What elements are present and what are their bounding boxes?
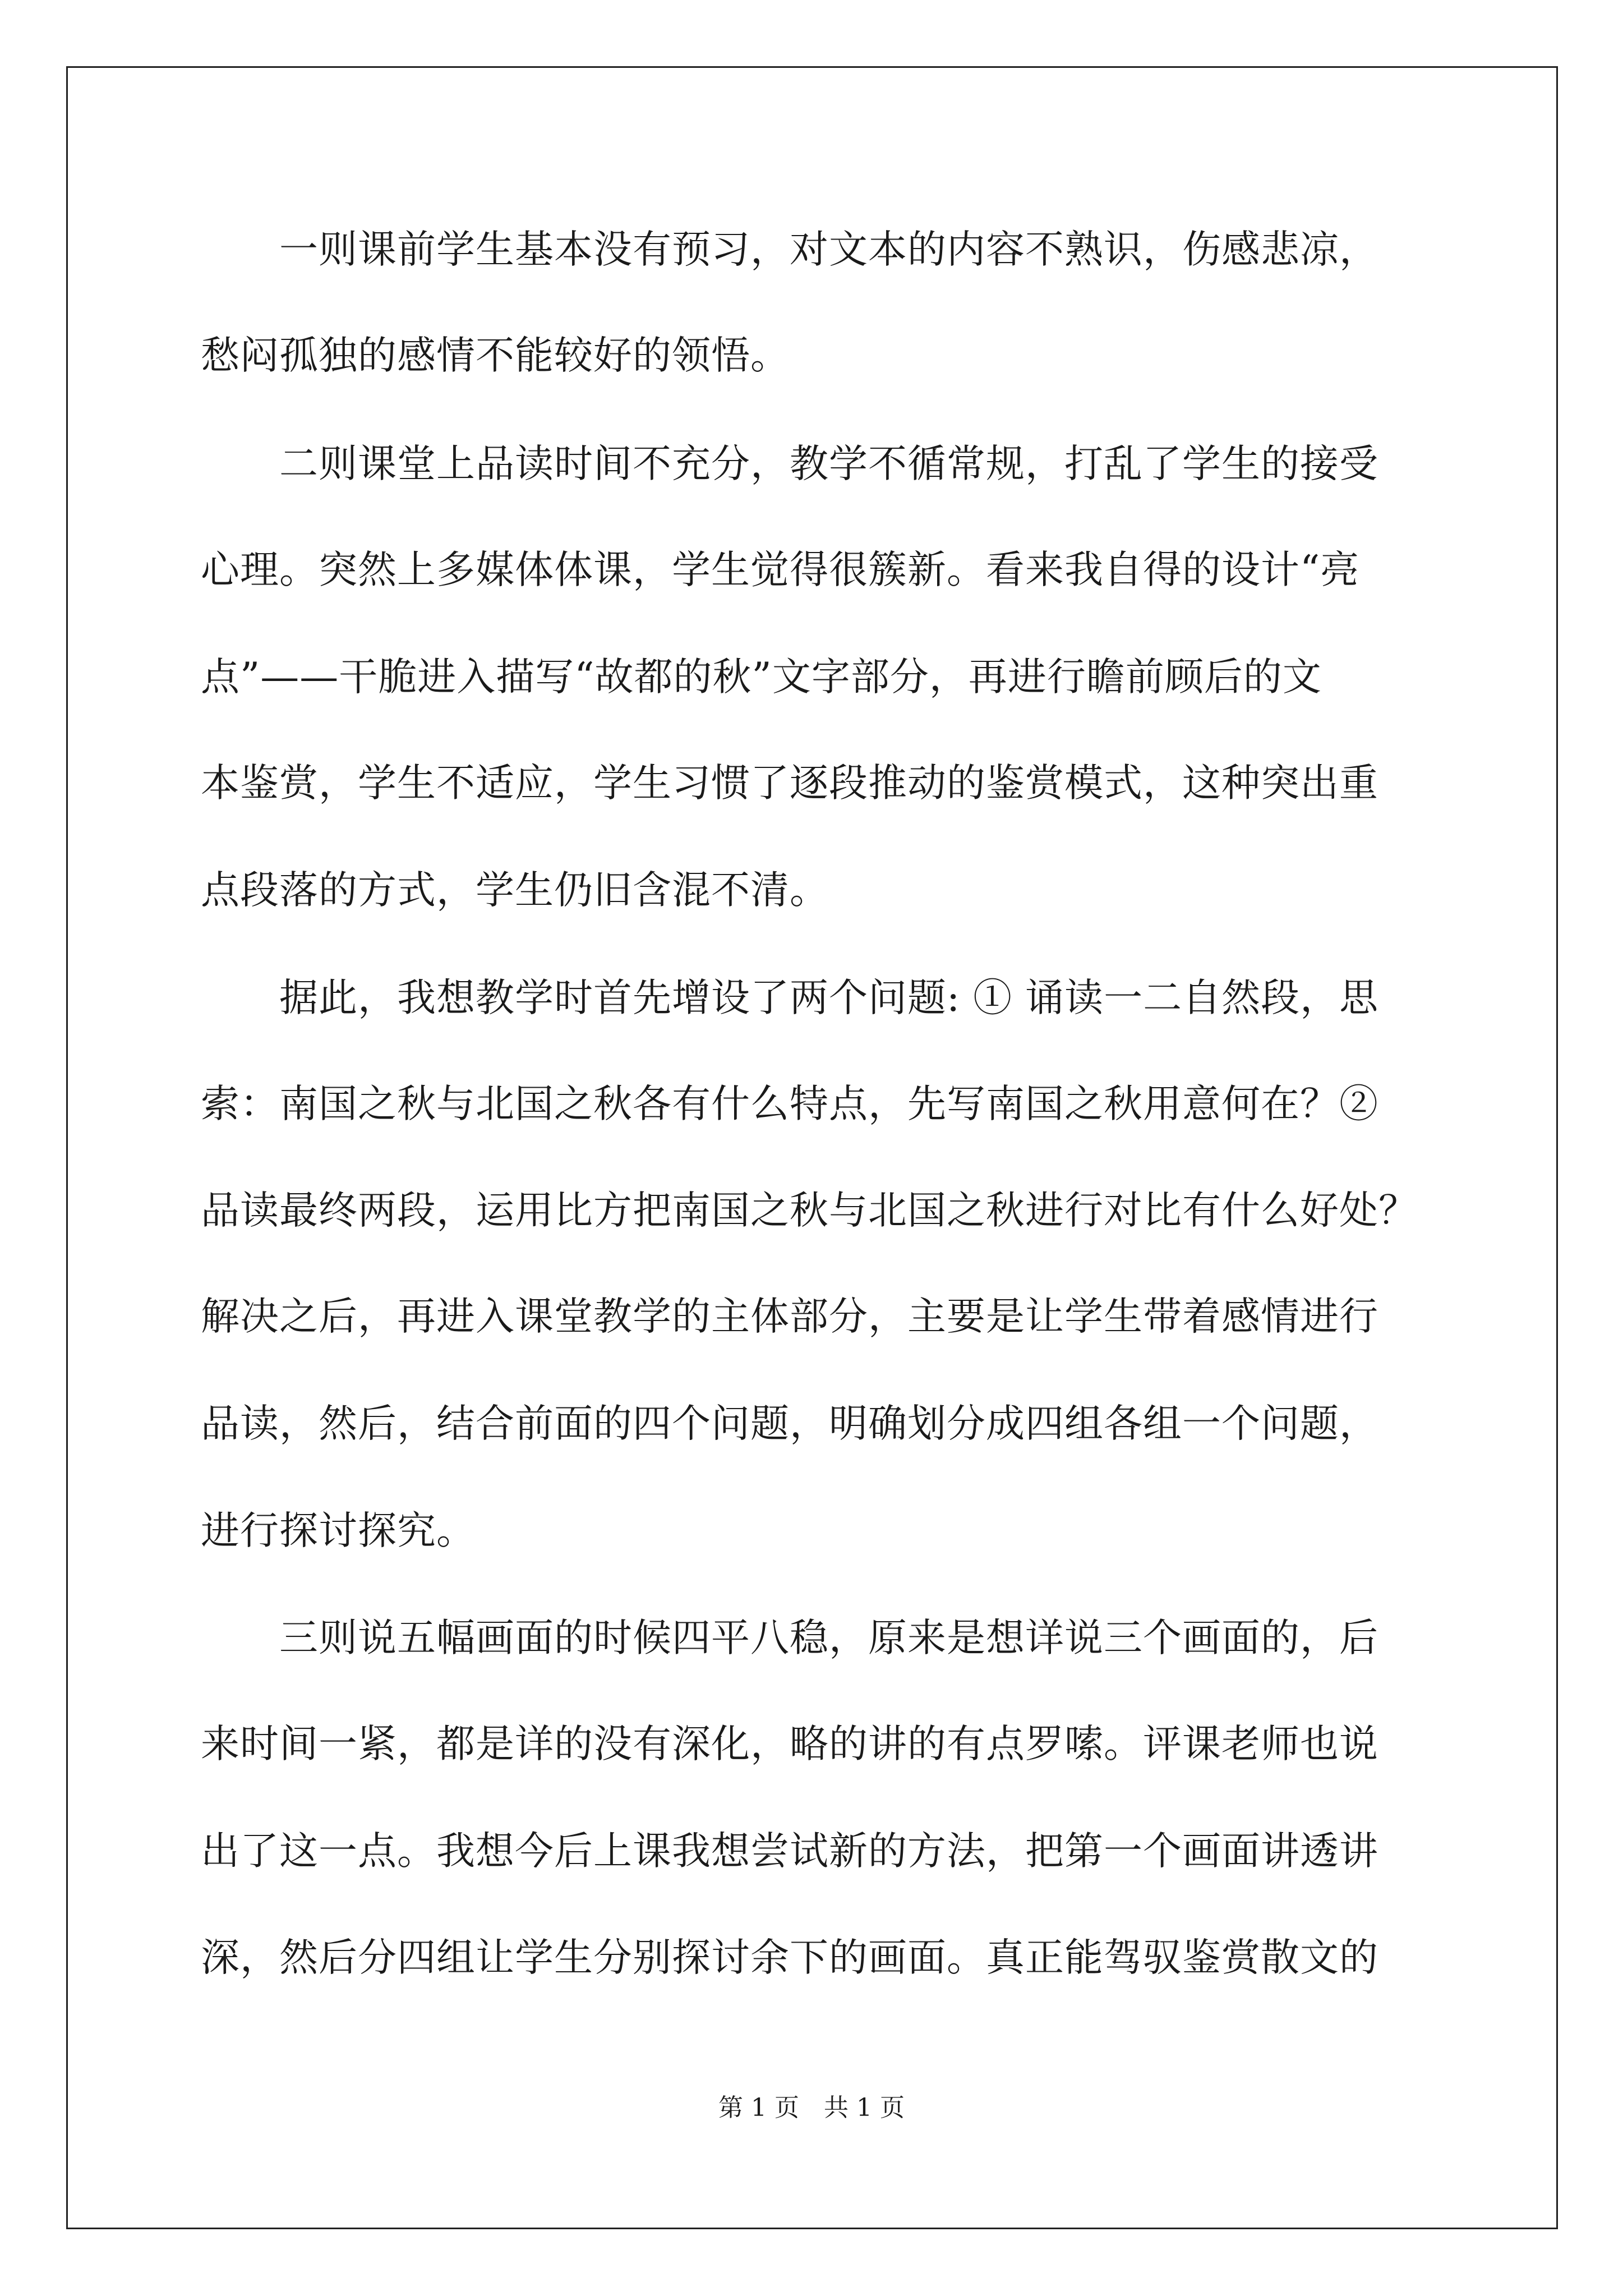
page-number-footer: 第 1 页 共 1 页 — [718, 2093, 905, 2122]
text-line: 品读，然后，结合前面的四个问题，明确划分成四组各组一个问题， — [201, 1401, 1378, 1446]
text-line: 点”——干脆进入描写“故都的秋”文字部分，再进行瞻前顾后的文 — [201, 655, 1322, 700]
text-line: 心理。突然上多媒体体课，学生觉得很簇新。看来我自得的设计“亮 — [201, 547, 1360, 592]
text-line: 据此，我想教学时首先增设了两个问题: ① 诵读一二自然段，思 — [201, 976, 1379, 1020]
text-line: 索：南国之秋与北国之秋各有什么特点，先写南国之秋用意何在？② — [201, 1082, 1378, 1126]
text-line: 解决之后，再进入课堂教学的主体部分，主要是让学生带着感情进行 — [201, 1294, 1378, 1339]
text-line: 品读最终两段，运用比方把南国之秋与北国之秋进行对比有什么好处？ — [201, 1188, 1418, 1233]
text-line: 一则课前学生基本没有预习，对文本的内容不熟识，伤感悲凉， — [201, 227, 1378, 272]
text-line: 本鉴赏，学生不适应，学生习惯了逐段推动的鉴赏模式，这种突出重 — [201, 761, 1378, 806]
text-line: 点段落的方式，学生仍旧含混不清。 — [201, 868, 829, 913]
text-line: 深，然后分四组让学生分别探讨余下的画面。真正能驾驭鉴赏散文的 — [201, 1935, 1378, 1980]
text-line: 二则课堂上品读时间不充分，教学不循常规，打乱了学生的接受 — [201, 441, 1378, 486]
text-line: 愁闷孤独的感情不能较好的领悟。 — [201, 333, 790, 378]
page-border — [66, 66, 1558, 2229]
text-line: 进行探讨探究。 — [201, 1508, 476, 1553]
text-line: 三则说五幅画面的时候四平八稳，原来是想详说三个画面的，后 — [201, 1616, 1378, 1660]
text-line: 来时间一紧，都是详的没有深化，略的讲的有点罗嗦。评课老师也说 — [201, 1722, 1378, 1766]
text-line: 出了这一点。我想今后上课我想尝试新的方法，把第一个画面讲透讲 — [201, 1829, 1378, 1874]
